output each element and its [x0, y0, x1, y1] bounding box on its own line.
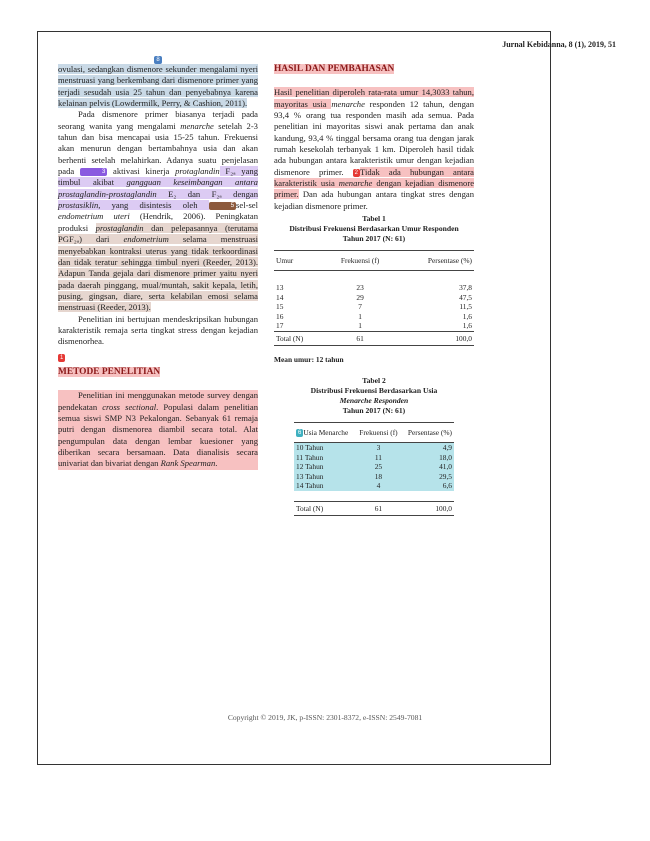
table-header: Persentase (%)	[402, 422, 454, 442]
table-age-distribution	[274, 250, 474, 346]
table-row: 16 1 1,6	[276, 311, 472, 321]
table-header: Frekuensi (f)	[355, 422, 401, 442]
table-total-row: Total (N) 61 100,0	[274, 331, 474, 346]
table2-caption: Tabel 2 Distribusi Frekuensi Berdasarkan Usia Menarche Responden Tahun 2017 (N: 61)	[310, 375, 438, 415]
paragraph-primary-dysmenorrhea: Pada dismenore primer biasanya terjadi pada seorang wanita yang mengalami menarche setelah 2-3 tahun dan bisa mencapai usia 15-25 tahun. Frekuensi akan menurun dengan bertambahnya usia dan akan berhenti setelah melahirkan. Adanya suatu penjelasan pada 3 aktivasi kinerja protaglandin F₂ₐ yang timbul akibat gangguan keseimbangan antara prostaglandin-prostaglandin E₂ dan F₂ₐ dengan prostasiklin, yang disintesis oleh 5 sel-sel endometrium uteri (Hendrik, 2006). Peningkatan produksi prostaglandin dan pelepasannya (terutama PGF₂ₐ) dari endometrium selama menstruasi menyebabkan kontraksi uterus yang tidak terkoordinasi dan tidak teratur sehingga timbul nyeri (Reeder, 2013). Adapun Tanda gejala dari dismenore primer yaitu nyeri pada daerah pinggang, mual/muntah, sakit kepala, letih, pusing, gingsan, diare, serta kelabilan emosi selama menstruasi (Reeder, 2013).	[58, 109, 259, 313]
right-column	[274, 64, 474, 516]
region-badge: 3	[80, 168, 107, 176]
paragraph-method: Penelitian ini menggunakan metode survey dengan pendekatan cross sectional. Populasi dalam penelitian semua siswi SMP N3 Pekalongan. Sebanyak 61 remaja putri dengan dismenorea diambil secara total. Alat pengumpulan data dengan lembar kuesioner yang diberikan secara bersamaan. Data dianalisis secara univariat dan bivariat dengan Rank Spearman.	[58, 390, 258, 469]
paragraph-research-aim: Penelitian ini bertujuan mendeskripsikan hubungan karakteristik remaja serta tingkat stress dengan kejadian dismenorhea.	[58, 313, 258, 347]
table-row: 13 23 37,8	[276, 283, 472, 293]
method-heading: METODE PENELITIAN	[58, 366, 161, 377]
table-header: Persentase (%)	[395, 251, 474, 271]
table-row: 10 Tahun 3 4,9	[296, 443, 452, 453]
paragraph-dysmenorrhea-secondary	[58, 64, 258, 109]
region-badge: 6	[298, 429, 302, 436]
region-badge: 8	[156, 57, 160, 63]
table-header: Umur	[274, 251, 325, 271]
copyright-footer: Copyright © 2019, JK, p-ISSN: 2301-8372, e-ISSN: 2549-7081	[227, 713, 423, 722]
table-row: 14 Tahun 4 6,6	[296, 481, 452, 491]
left-column	[58, 57, 259, 470]
table-row: 12 Tahun 25 41,0	[296, 462, 452, 472]
journal-header: Jurnal Kebidanna, 8 (1), 2019, 51	[502, 40, 616, 49]
table-menarche-distribution	[294, 422, 454, 516]
table-header: 6 Usia Menarche	[294, 422, 355, 442]
table-row: 17 1 1,6	[276, 321, 472, 331]
region-badge: 1	[60, 354, 64, 361]
highlight-blue-text: ovulasi, sedangkan dismenore sekunder mengalami nyeri menstruasi yang berkembang dari dismenore primer yang terjadi sesudah usia 25 tahun dan penyebabnya karena kelainan pelvis (Lowdermilk, Perry, & Cashion, 2011).	[58, 64, 258, 109]
mean-age-note: Mean umur: 12 tahun	[274, 355, 344, 365]
table-row: 11 Tahun 11 18,0	[296, 452, 452, 462]
results-heading: HASIL DAN PEMBAHASAN	[274, 64, 395, 74]
table1-caption: Tabel 1 Distribusi Frekuensi Berdasarkan Umur Responden Tahun 2017 (N: 61)	[289, 214, 459, 244]
paragraph-results: Hasil penelitian diperoleh rata-rata umur 14,3033 tahun, mayoritas usia menarche responden 12 tahun, dengan 93,4 % orang tua responden masih ada semua. Pada penelitian ini mayoritas siswi anak pertama dan anak kandung, 93,4 % tinggal bersama orang tua dengan jarak rumah kesekolah terbanyak 1 km. Diperoleh hasil tidak ada hubungan antara karakteristik umur dengan kejadian dismenore primer. 2 Tidak ada hubungan antara karakteristik usia menarche dengan kejadian dismenore primer. Dan ada hubungan antara tingkat stres dengan kejadian dismenore primer.	[274, 87, 475, 211]
region-badge: 5	[209, 202, 236, 210]
table-row: 13 Tahun 18 29,5	[296, 471, 452, 481]
table-row: 15 7 11,5	[276, 302, 472, 312]
table-header: Frekuensi (f)	[325, 251, 395, 271]
region-badge: 2	[354, 169, 359, 176]
table-total-row: Total (N) 61 100,0	[294, 501, 454, 516]
table-row: 14 29 47,5	[276, 292, 472, 302]
